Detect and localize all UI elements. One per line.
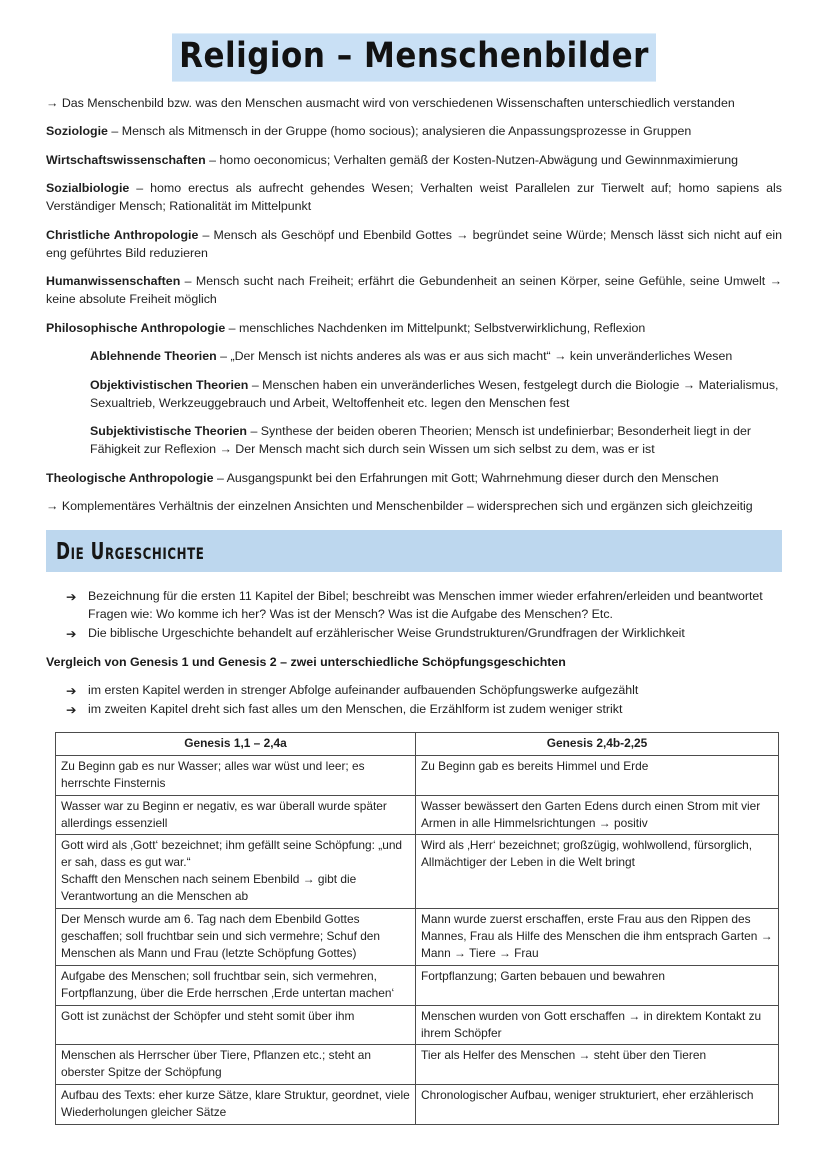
discipline-term: Christliche Anthropologie (46, 227, 199, 242)
discipline-term: Soziologie (46, 124, 108, 139)
discipline-description: – Menschen haben ein unveränderliches Wesen, festgelegt durch die Biologie → Materialismus, Sexualtrieb, Werkzeuggebrauch und Arbeit, Weltoffenheit etc. legen den Menschen fest (90, 377, 779, 410)
discipline-term: Objektivistischen Theorien (90, 377, 249, 392)
discipline-term: Humanwissenschaften (46, 274, 181, 289)
column-header-genesis-2: Genesis 2,4b-2,25 (416, 732, 779, 755)
discipline-term: Theologische Anthropologie (46, 470, 214, 485)
discipline-term: Subjektivistische Theorien (90, 424, 247, 439)
conclusion-paragraph: → Komplementäres Verhältnis der einzelnen Ansichten und Menschenbilder – widersprechen sich und ergänzen sich gleichzeitig (46, 499, 753, 514)
table-cell-right (416, 1005, 779, 1045)
discipline-description: – Mensch sucht nach Freiheit; erfährt die Gebundenheit an seinen Körper, seine Gefühle, seine Umwelt → keine absolute Freiheit möglich (46, 274, 782, 307)
table-cell-right (416, 909, 779, 966)
list-item (46, 588, 782, 624)
list-item (46, 625, 782, 643)
table-cell-right (416, 965, 779, 1005)
discipline-description: – „Der Mensch ist nichts anderes als was er aus sich macht“ → kein unveränderliches Wesen (216, 349, 733, 364)
table-cell-right (416, 835, 779, 909)
discipline-description: – homo oeconomicus; Verhalten gemäß der Kosten-Nutzen-Abwägung und Gewinnmaximierung (205, 152, 739, 167)
comparison-bullet-list (46, 682, 782, 719)
list-item-text: im ersten Kapitel werden in strenger Abfolge aufeinander aufbauenden Schöpfungswerke aufgezählt (88, 682, 639, 697)
table-cell-left (56, 909, 416, 966)
discipline-description: – Synthese der beiden oberen Theorien; Mensch ist undefinierbar; Besonderheit liegt in der Fähigkeit zur Reflexion → Der Mensch macht sich durch sein Wissen um sich selbst zu dem, was er ist (90, 424, 751, 457)
discipline-paragraph (46, 470, 782, 488)
table-cell-left (56, 965, 416, 1005)
list-item (46, 682, 782, 700)
discipline-paragraph (46, 123, 782, 141)
table-cell-right (416, 1045, 779, 1085)
table-cell-right (416, 795, 779, 835)
table-row (56, 909, 779, 966)
arrow-bullet-icon: ➔ (66, 589, 77, 605)
cell-line: Schafft den Menschen nach seinem Ebenbild → gibt die Verantwortung an die Menschen ab (61, 872, 357, 904)
table-cell-left (56, 795, 416, 835)
cell-line: Gott wird als ‚Gott‘ bezeichnet; ihm gefällt seine Schöpfung: „und er sah, dass es gut war.“ (61, 838, 403, 870)
arrow-bullet-icon: ➔ (66, 682, 77, 698)
cell-line: Aufgabe des Menschen; soll fruchtbar sein, sich vermehren, Fortpflanzung, über die Erde herrschen ‚Erde untertan machen‘ (61, 968, 395, 1000)
discipline-description: – Mensch als Mitmensch in der Gruppe (homo socious); analysieren die Anpassungsprozesse in Gruppen (107, 124, 692, 139)
comparison-heading: Vergleich von Genesis 1 und Genesis 2 – zwei unterschiedliche Schöpfungsgeschichten (46, 655, 566, 669)
cell-line: Wasser bewässert den Garten Edens durch einen Strom mit vier Armen in alle Himmelsrichtungen → positiv (421, 798, 761, 830)
discipline-term: Sozialbiologie (46, 181, 130, 196)
urgeschichte-bullet-list (46, 588, 782, 643)
cell-line: Menschen wurden von Gott erschaffen → in direktem Kontakt zu ihrem Schöpfer (421, 1008, 762, 1040)
table-row (56, 755, 779, 795)
table-cell-left (56, 835, 416, 909)
table-row (56, 1045, 779, 1085)
table-cell-left (56, 755, 416, 795)
arrow-bullet-icon: ➔ (66, 626, 77, 642)
table-cell-left (56, 1085, 416, 1125)
discipline-paragraph (46, 273, 782, 309)
column-header-genesis-1: Genesis 1,1 – 2,4a (56, 732, 416, 755)
arrow-bullet-icon: ➔ (66, 701, 77, 717)
cell-line: Gott ist zunächst der Schöpfer und steht somit über ihm (61, 1008, 355, 1023)
discipline-description: – menschliches Nachdenken im Mittelpunkt; Selbstverwirklichung, Reflexion (225, 320, 646, 335)
list-item-text: Die biblische Urgeschichte behandelt auf erzählerischer Weise Grundstrukturen/Grundfragen der Wirklichkeit (88, 626, 685, 641)
table-cell-left (56, 1045, 416, 1085)
table-body (56, 755, 779, 1124)
discipline-paragraph (90, 348, 782, 366)
table-row (56, 965, 779, 1005)
table-row (56, 1085, 779, 1125)
cell-line: Menschen als Herrscher über Tiere, Pflanzen etc.; steht an oberster Spitze der Schöpfung (61, 1048, 371, 1080)
discipline-description: – Mensch als Geschöpf und Ebenbild Gottes → begründet seine Würde; Mensch lässt sich nicht auf ein eng geführtes Bild reduzieren (46, 227, 782, 260)
cell-line: Wasser war zu Beginn er negativ, es war überall wurde später allerdings essenziell (61, 798, 387, 830)
list-item (46, 701, 782, 719)
discipline-term: Philosophische Anthropologie (46, 320, 226, 335)
cell-line: Aufbau des Texts: eher kurze Sätze, klare Struktur, geordnet, viele Wiederholungen gleicher Sätze (61, 1088, 410, 1120)
cell-line: Fortpflanzung; Garten bebauen und bewahren (421, 968, 665, 983)
cell-line: Wird als ‚Herr‘ bezeichnet; großzügig, wohlwollend, fürsorglich, Allmächtiger der Leben in die Welt bringt (421, 838, 753, 870)
cell-line: Tier als Helfer des Menschen → steht über den Tieren (421, 1048, 707, 1063)
list-item-text: im zweiten Kapitel dreht sich fast alles um den Menschen, die Erzählform ist zudem weniger strikt (88, 701, 623, 716)
discipline-paragraph (46, 320, 782, 338)
cell-line: Mann wurde zuerst erschaffen, erste Frau aus den Rippen des Mannes, Frau als Hilfe des Menschen die ihm entsprach Garten → Mann → Tiere → Frau (421, 912, 773, 960)
section-heading-band (46, 530, 782, 572)
discipline-term: Ablehnende Theorien (90, 349, 217, 364)
table-header-row (56, 732, 779, 755)
page-title: Religion – Menschenbilder (172, 33, 656, 81)
cell-line: Zu Beginn gab es nur Wasser; alles war wüst und leer; es herrschte Finsternis (61, 758, 365, 790)
intro-lead: → Das Menschenbild bzw. was den Menschen ausmacht wird von verschiedenen Wissenschaften unterschiedlich verstanden (46, 95, 735, 110)
table-row (56, 795, 779, 835)
discipline-description: – homo erectus als aufrecht gehendes Wesen; Verhalten weist Parallelen zur Tierwelt auf; homo sapiens als Verständiger Mensch; Rationalität im Mittelpunkt (46, 181, 782, 214)
section-title: Die Urgeschichte (56, 537, 205, 565)
table-cell-right (416, 1085, 779, 1125)
disciplines-list (46, 123, 782, 487)
discipline-paragraph (90, 377, 782, 413)
list-item-text: Bezeichnung für die ersten 11 Kapitel der Bibel; beschreibt was Menschen immer wieder erfahren/erleiden und beantwortet Fragen wie: Wo komme ich her? Was ist der Mensch? Was ist die Aufgabe des Menschen? Etc. (88, 589, 763, 622)
discipline-paragraph (46, 227, 782, 263)
discipline-paragraph (46, 152, 782, 170)
table-cell-right (416, 755, 779, 795)
discipline-description: – Ausgangspunkt bei den Erfahrungen mit Gott; Wahrnehmung dieser durch den Menschen (213, 470, 719, 485)
title-container (46, 0, 782, 95)
table-row (56, 1005, 779, 1045)
cell-line: Chronologischer Aufbau, weniger strukturiert, eher erzählerisch (421, 1088, 754, 1103)
discipline-paragraph (46, 180, 782, 216)
cell-line: Der Mensch wurde am 6. Tag nach dem Ebenbild Gottes geschaffen; soll fruchtbar sein und sich vermehre; Schuf den Menschen als Mann und Frau (letzte Schöpfung Gottes) (61, 912, 381, 960)
discipline-paragraph (90, 423, 782, 459)
table-cell-left (56, 1005, 416, 1045)
table-row (56, 835, 779, 909)
genesis-comparison-table (55, 732, 779, 1125)
discipline-term: Wirtschaftswissenschaften (46, 152, 206, 167)
cell-line: Zu Beginn gab es bereits Himmel und Erde (421, 758, 649, 773)
